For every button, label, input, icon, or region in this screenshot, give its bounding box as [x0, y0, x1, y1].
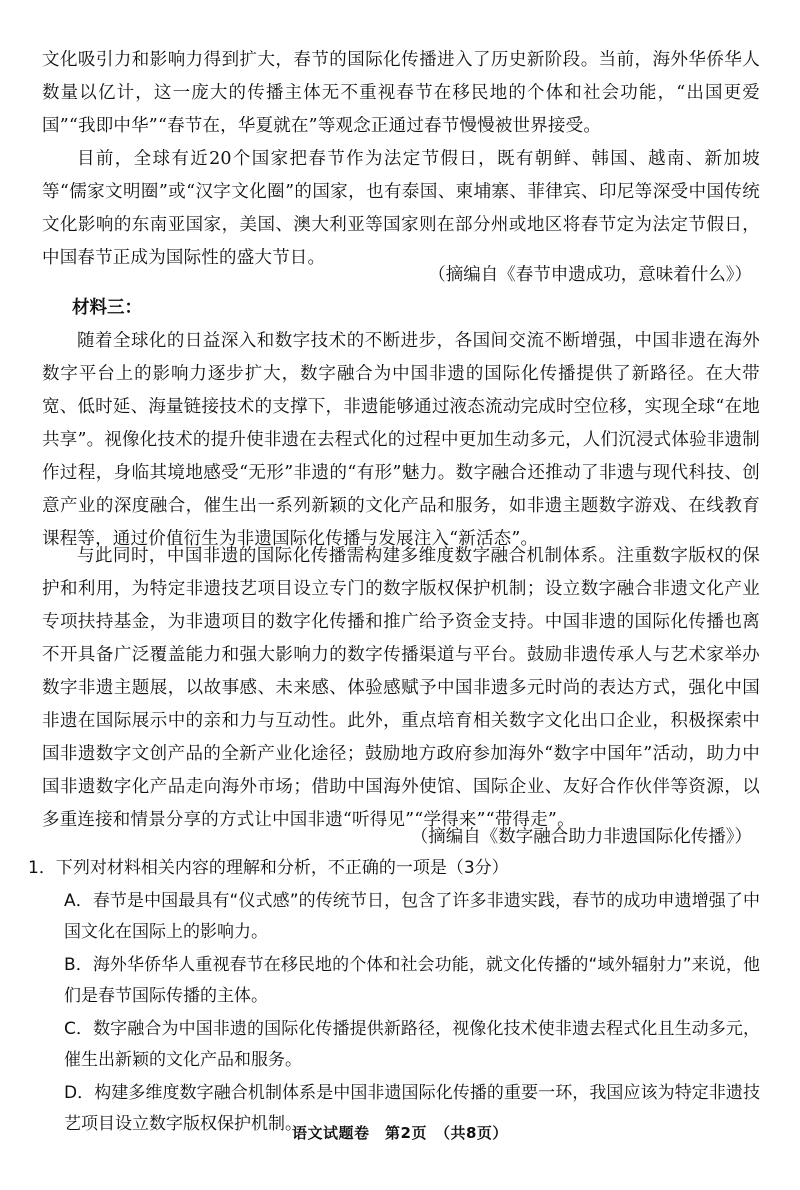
material2-source: （摘编自《春节申遗成功，意味着什么》） — [428, 265, 752, 285]
material3-heading: 材料三： — [72, 298, 142, 318]
question-1-option-a — [64, 886, 760, 948]
option-label: D． — [64, 1083, 95, 1103]
option-text: 数字融合为中国非遗的国际化传播提供新路径，视像化技术使非遗去程式化且生动多元，催生出新颖的文化产品和服务。 — [64, 1019, 760, 1070]
material2-paragraph-2: 目前，全球有近20个国家把春节作为法定节假日，既有朝鲜、韩国、越南、新加坡等“儒家文明圈”或“汉字文化圈”的国家，也有泰国、柬埔寨、菲律宾、印尼等深受中国传统文化影响的东南亚国家，美国、澳大利亚等国家则在部分州或地区将春节定为法定节假日，中国春节正成为国际性的盛大节日。 — [42, 149, 760, 268]
material2-paragraph-1: 文化吸引力和影响力得到扩大，春节的国际化传播进入了历史新阶段。当前，海外华侨华人数量以亿计，这一庞大的传播主体无不重视春节在移民地的个体和社会功能，“出国更爱国”“我即中华”“春节在，华夏就在”等观念正通过春节慢慢被世界接受。 — [42, 50, 760, 136]
question-1-stem: 1．下列对材料相关内容的理解和分析，不正确的一项是（3分） — [28, 858, 509, 878]
page-footer: 语文试题卷 第2页 （共8页） — [292, 1124, 508, 1142]
option-label: B． — [64, 955, 93, 975]
question-1-option-c — [64, 1014, 760, 1076]
option-label: A． — [64, 891, 93, 911]
material3-source: （摘编自《数字融合助力非遗国际化传播》） — [410, 827, 752, 847]
option-text: 春节是中国最具有“仪式感”的传统节日，包含了许多非遗实践，春节的成功申遗增强了中国文化在国际上的影响力。 — [64, 891, 760, 942]
material3-paragraph-2: 与此同时，中国非遗的国际化传播需构建多维度数字融合机制体系。注重数字版权的保护和利用，为特定非遗技艺项目设立专门的数字版权保护机制；设立数字融合非遗文化产业专项扶持基金，为非遗项目的数字化传播和推广给予资金支持。中国非遗的国际化传播也离不开具备广泛覆盖能力和强大影响力的数字传播渠道与平台。鼓励非遗传承人与艺术家举办数字非遗主题展，以故事感、未来感、体验感赋予中国非遗多元时尚的表达方式，强化中国非遗在国际展示中的亲和力与互动性。此外，重点培育相关数字文化出口企业，积极探索中国非遗数字文创产品的全新产业化途径；鼓励地方政府参加海外“数字中国年”活动，助力中国非遗数字化产品走向海外市场；借助中国海外使馆、国际企业、友好合作伙伴等资源，以多重连接和情景分享的方式让中国非遗“听得见”“学得来”“带得走”。 — [42, 546, 760, 830]
option-label: C． — [64, 1019, 94, 1039]
option-text: 海外华侨华人重视春节在移民地的个体和社会功能，就文化传播的“域外辐射力”来说，他们是春节国际传播的主体。 — [64, 955, 760, 1006]
material3-paragraph-1: 随着全球化的日益深入和数字技术的不断进步，各国间交流不断增强，中国非遗在海外数字平台上的影响力逐步扩大，数字融合为中国非遗的国际化传播提供了新路径。在大带宽、低时延、海量链接技术的支撑下，非遗能够通过液态流动完成时空位移，实现全球“在地共享”。视像化技术的提升使非遗在去程式化的过程中更加生动多元，人们沉浸式体验非遗制作过程，身临其境地感受“无形”非遗的“有形”魅力。数字融合还推动了非遗与现代科技、创意产业的深度融合，催生出一系列新颖的文化产品和服务，如非遗主题数字游戏、在线教育课程等，通过价值衍生为非遗国际化传播与发展注入“新活态”。 — [42, 331, 760, 549]
question-1-option-b — [64, 950, 760, 1012]
option-text: 构建多维度数字融合机制体系是中国非遗国际化传播的重要一环，我国应该为特定非遗技艺项目设立数字版权保护机制。 — [64, 1083, 761, 1134]
